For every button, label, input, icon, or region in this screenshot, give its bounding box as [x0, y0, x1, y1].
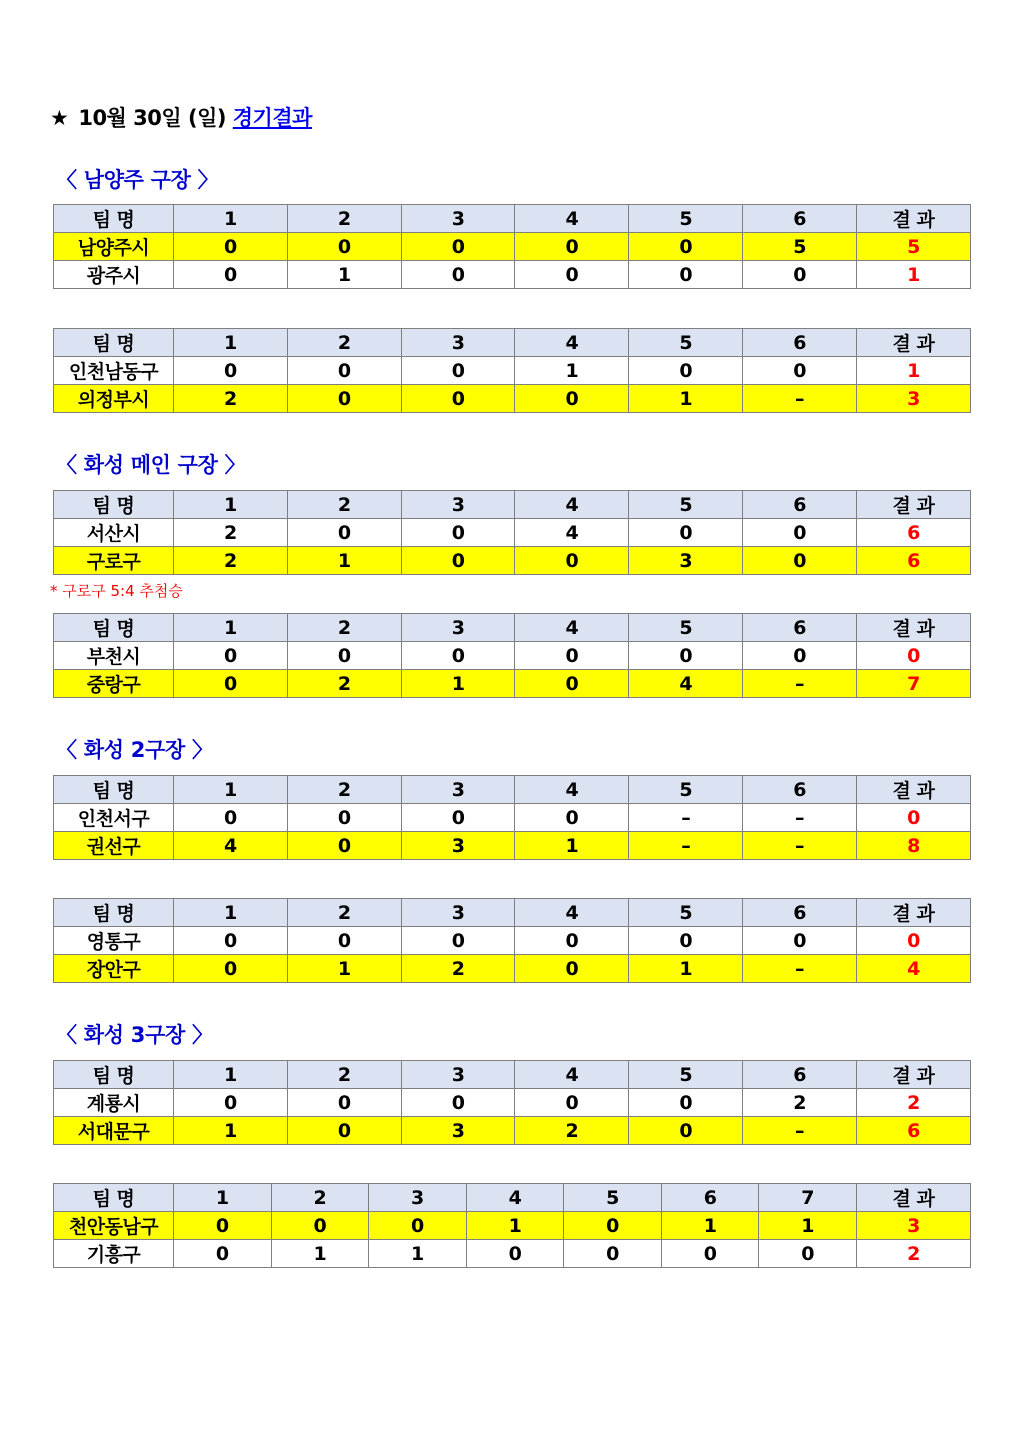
inning-score: 0 [401, 1089, 515, 1117]
inning-score: 2 [174, 519, 288, 547]
inning-score: 0 [174, 1212, 272, 1240]
inning-score: 1 [174, 1117, 288, 1145]
inning-score: 1 [401, 670, 515, 698]
inning-score: 0 [759, 1240, 857, 1268]
header-inning: 3 [401, 205, 515, 233]
team-name: 권선구 [54, 832, 174, 860]
total-score: 5 [856, 233, 970, 261]
inning-score: 0 [661, 1240, 759, 1268]
inning-score: – [629, 832, 743, 860]
header-inning: 3 [401, 329, 515, 357]
header-inning: 2 [287, 614, 401, 642]
header-inning: 2 [271, 1184, 369, 1212]
table-row [54, 804, 971, 832]
inning-score: 1 [629, 955, 743, 983]
team-name: 계룡시 [54, 1089, 174, 1117]
table-row [54, 357, 971, 385]
header-inning: 1 [174, 776, 288, 804]
inning-score: 0 [629, 927, 743, 955]
header-inning: 3 [369, 1184, 467, 1212]
header-result: 결 과 [856, 1184, 970, 1212]
inning-score: 0 [515, 804, 629, 832]
inning-score: 2 [515, 1117, 629, 1145]
header-inning: 1 [174, 491, 288, 519]
table-row [54, 385, 971, 413]
inning-score: 1 [759, 1212, 857, 1240]
team-name: 의정부시 [54, 385, 174, 413]
inning-score: 0 [287, 642, 401, 670]
header-inning: 5 [629, 614, 743, 642]
scoreboard-table [53, 613, 971, 698]
header-result: 결 과 [856, 205, 970, 233]
venue-heading: 〈 화성 2구장 〉 [56, 738, 213, 762]
inning-score: 0 [287, 927, 401, 955]
inning-score: 0 [743, 927, 857, 955]
total-score: 0 [856, 927, 970, 955]
title-date: 10월 30일 (일) [78, 106, 226, 130]
team-name: 영통구 [54, 927, 174, 955]
inning-score: 0 [401, 804, 515, 832]
header-inning: 6 [743, 776, 857, 804]
team-name: 서대문구 [54, 1117, 174, 1145]
header-inning: 2 [287, 205, 401, 233]
inning-score: 0 [515, 261, 629, 289]
table-header-row [54, 205, 971, 233]
inning-score: 0 [401, 357, 515, 385]
inning-score: 1 [369, 1240, 467, 1268]
header-team: 팀 명 [54, 776, 174, 804]
header-inning: 4 [515, 205, 629, 233]
inning-score: 0 [515, 385, 629, 413]
table-header-row [54, 899, 971, 927]
header-inning: 4 [466, 1184, 564, 1212]
team-name: 광주시 [54, 261, 174, 289]
inning-score: – [629, 804, 743, 832]
inning-score: 0 [401, 547, 515, 575]
scoreboard-table [53, 204, 971, 289]
header-inning: 2 [287, 776, 401, 804]
inning-score: 0 [743, 519, 857, 547]
inning-score: 0 [515, 670, 629, 698]
inning-score: – [743, 1117, 857, 1145]
inning-score: 0 [515, 233, 629, 261]
table-row [54, 832, 971, 860]
table-row [54, 1117, 971, 1145]
header-inning: 1 [174, 1184, 272, 1212]
inning-score: 0 [174, 1240, 272, 1268]
table-row [54, 233, 971, 261]
inning-score: 0 [174, 1089, 288, 1117]
header-inning: 6 [743, 1061, 857, 1089]
inning-score: 0 [743, 547, 857, 575]
team-name: 인천남동구 [54, 357, 174, 385]
inning-score: – [743, 670, 857, 698]
header-team: 팀 명 [54, 1184, 174, 1212]
header-result: 결 과 [856, 614, 970, 642]
header-inning: 1 [174, 329, 288, 357]
inning-score: 0 [287, 519, 401, 547]
total-score: 3 [856, 385, 970, 413]
team-name: 장안구 [54, 955, 174, 983]
header-inning: 1 [174, 614, 288, 642]
header-inning: 6 [743, 329, 857, 357]
total-score: 3 [856, 1212, 970, 1240]
header-inning: 2 [287, 899, 401, 927]
inning-score: 0 [515, 1089, 629, 1117]
inning-score: 0 [515, 642, 629, 670]
venue-heading: 〈 화성 3구장 〉 [56, 1023, 213, 1047]
total-score: 0 [856, 642, 970, 670]
inning-score: 0 [174, 233, 288, 261]
header-result: 결 과 [856, 1061, 970, 1089]
inning-score: 1 [287, 261, 401, 289]
header-inning: 6 [661, 1184, 759, 1212]
header-inning: 4 [515, 491, 629, 519]
inning-score: 0 [466, 1240, 564, 1268]
inning-score: 0 [369, 1212, 467, 1240]
header-result: 결 과 [856, 899, 970, 927]
inning-score: 1 [271, 1240, 369, 1268]
team-name: 기흥구 [54, 1240, 174, 1268]
total-score: 6 [856, 1117, 970, 1145]
star-icon: ★ [50, 106, 69, 130]
inning-score: 0 [287, 832, 401, 860]
header-inning: 1 [174, 1061, 288, 1089]
inning-score: 0 [629, 357, 743, 385]
team-name: 남양주시 [54, 233, 174, 261]
total-score: 0 [856, 804, 970, 832]
inning-score: 0 [174, 642, 288, 670]
inning-score: 0 [564, 1212, 662, 1240]
inning-score: 0 [401, 927, 515, 955]
table-row [54, 670, 971, 698]
table-row [54, 1089, 971, 1117]
header-inning: 3 [401, 1061, 515, 1089]
inning-score: 2 [401, 955, 515, 983]
inning-score: – [743, 804, 857, 832]
inning-score: 0 [401, 385, 515, 413]
table-row [54, 261, 971, 289]
header-inning: 3 [401, 614, 515, 642]
header-inning: 5 [629, 899, 743, 927]
team-name: 천안동남구 [54, 1212, 174, 1240]
team-name: 서산시 [54, 519, 174, 547]
header-inning: 4 [515, 899, 629, 927]
total-score: 4 [856, 955, 970, 983]
header-inning: 1 [174, 899, 288, 927]
inning-score: 1 [515, 832, 629, 860]
header-team: 팀 명 [54, 491, 174, 519]
header-inning: 5 [629, 205, 743, 233]
page-title [50, 102, 312, 132]
inning-score: 0 [401, 519, 515, 547]
header-inning: 3 [401, 776, 515, 804]
table-row [54, 547, 971, 575]
total-score: 6 [856, 519, 970, 547]
scoreboard-table [53, 1060, 971, 1145]
inning-score: – [743, 955, 857, 983]
results-link[interactable]: 경기결과 [232, 106, 312, 130]
inning-score: 1 [287, 955, 401, 983]
header-inning: 5 [629, 776, 743, 804]
inning-score: 0 [564, 1240, 662, 1268]
inning-score: 0 [174, 955, 288, 983]
venue-heading: 〈 화성 메인 구장 〉 [56, 453, 246, 477]
header-inning: 2 [287, 329, 401, 357]
inning-score: 0 [174, 261, 288, 289]
header-team: 팀 명 [54, 329, 174, 357]
table-header-row [54, 776, 971, 804]
team-name: 구로구 [54, 547, 174, 575]
header-inning: 5 [629, 1061, 743, 1089]
inning-score: 0 [743, 261, 857, 289]
header-inning: 1 [174, 205, 288, 233]
header-team: 팀 명 [54, 1061, 174, 1089]
table-row [54, 1240, 971, 1268]
inning-score: 1 [661, 1212, 759, 1240]
header-inning: 3 [401, 899, 515, 927]
inning-score: 4 [515, 519, 629, 547]
inning-score: 0 [271, 1212, 369, 1240]
inning-score: 1 [515, 357, 629, 385]
inning-score: 0 [629, 261, 743, 289]
venue-heading: 〈 남양주 구장 〉 [56, 168, 219, 192]
scoreboard-table [53, 898, 971, 983]
header-inning: 4 [515, 614, 629, 642]
header-result: 결 과 [856, 491, 970, 519]
total-score: 2 [856, 1089, 970, 1117]
table-row [54, 519, 971, 547]
header-team: 팀 명 [54, 614, 174, 642]
inning-score: 0 [287, 1117, 401, 1145]
inning-score: 0 [287, 804, 401, 832]
table-row [54, 927, 971, 955]
inning-score: 0 [401, 261, 515, 289]
scoreboard-table [53, 775, 971, 860]
header-result: 결 과 [856, 776, 970, 804]
inning-score: – [743, 832, 857, 860]
header-inning: 5 [629, 491, 743, 519]
game-note: * 구로구 5:4 추첨승 [50, 582, 183, 600]
table-header-row [54, 1184, 971, 1212]
inning-score: 0 [174, 927, 288, 955]
table-header-row [54, 491, 971, 519]
table-row [54, 1212, 971, 1240]
inning-score: 3 [629, 547, 743, 575]
header-inning: 2 [287, 491, 401, 519]
inning-score: 0 [174, 804, 288, 832]
table-row [54, 642, 971, 670]
inning-score: 0 [401, 642, 515, 670]
inning-score: 4 [174, 832, 288, 860]
inning-score: 0 [515, 547, 629, 575]
header-inning: 6 [743, 491, 857, 519]
inning-score: 1 [287, 547, 401, 575]
inning-score: 5 [743, 233, 857, 261]
header-team: 팀 명 [54, 899, 174, 927]
header-team: 팀 명 [54, 205, 174, 233]
inning-score: 3 [401, 1117, 515, 1145]
inning-score: 0 [629, 1117, 743, 1145]
total-score: 8 [856, 832, 970, 860]
inning-score: 0 [629, 233, 743, 261]
scoreboard-table [53, 328, 971, 413]
header-inning: 3 [401, 491, 515, 519]
header-inning: 4 [515, 329, 629, 357]
scoreboard-table [53, 490, 971, 575]
total-score: 2 [856, 1240, 970, 1268]
total-score: 1 [856, 357, 970, 385]
header-inning: 6 [743, 899, 857, 927]
inning-score: 0 [287, 1089, 401, 1117]
inning-score: 2 [174, 385, 288, 413]
inning-score: 0 [629, 519, 743, 547]
header-inning: 4 [515, 776, 629, 804]
inning-score: 0 [287, 233, 401, 261]
inning-score: 2 [174, 547, 288, 575]
inning-score: 2 [287, 670, 401, 698]
inning-score: 0 [743, 357, 857, 385]
inning-score: 0 [174, 670, 288, 698]
inning-score: 0 [287, 385, 401, 413]
header-inning: 7 [759, 1184, 857, 1212]
team-name: 부천시 [54, 642, 174, 670]
table-header-row [54, 1061, 971, 1089]
inning-score: 4 [629, 670, 743, 698]
inning-score: 1 [629, 385, 743, 413]
inning-score: 2 [743, 1089, 857, 1117]
table-row [54, 955, 971, 983]
total-score: 7 [856, 670, 970, 698]
team-name: 인천서구 [54, 804, 174, 832]
inning-score: 0 [401, 233, 515, 261]
header-inning: 6 [743, 205, 857, 233]
inning-score: – [743, 385, 857, 413]
header-inning: 4 [515, 1061, 629, 1089]
header-inning: 5 [564, 1184, 662, 1212]
total-score: 1 [856, 261, 970, 289]
team-name: 중랑구 [54, 670, 174, 698]
inning-score: 0 [629, 642, 743, 670]
inning-score: 0 [629, 1089, 743, 1117]
table-header-row [54, 614, 971, 642]
total-score: 6 [856, 547, 970, 575]
scoreboard-table [53, 1183, 971, 1268]
inning-score: 3 [401, 832, 515, 860]
inning-score: 0 [515, 955, 629, 983]
header-result: 결 과 [856, 329, 970, 357]
inning-score: 0 [174, 357, 288, 385]
table-header-row [54, 329, 971, 357]
inning-score: 0 [743, 642, 857, 670]
inning-score: 0 [287, 357, 401, 385]
header-inning: 6 [743, 614, 857, 642]
inning-score: 0 [515, 927, 629, 955]
inning-score: 1 [466, 1212, 564, 1240]
header-inning: 2 [287, 1061, 401, 1089]
header-inning: 5 [629, 329, 743, 357]
